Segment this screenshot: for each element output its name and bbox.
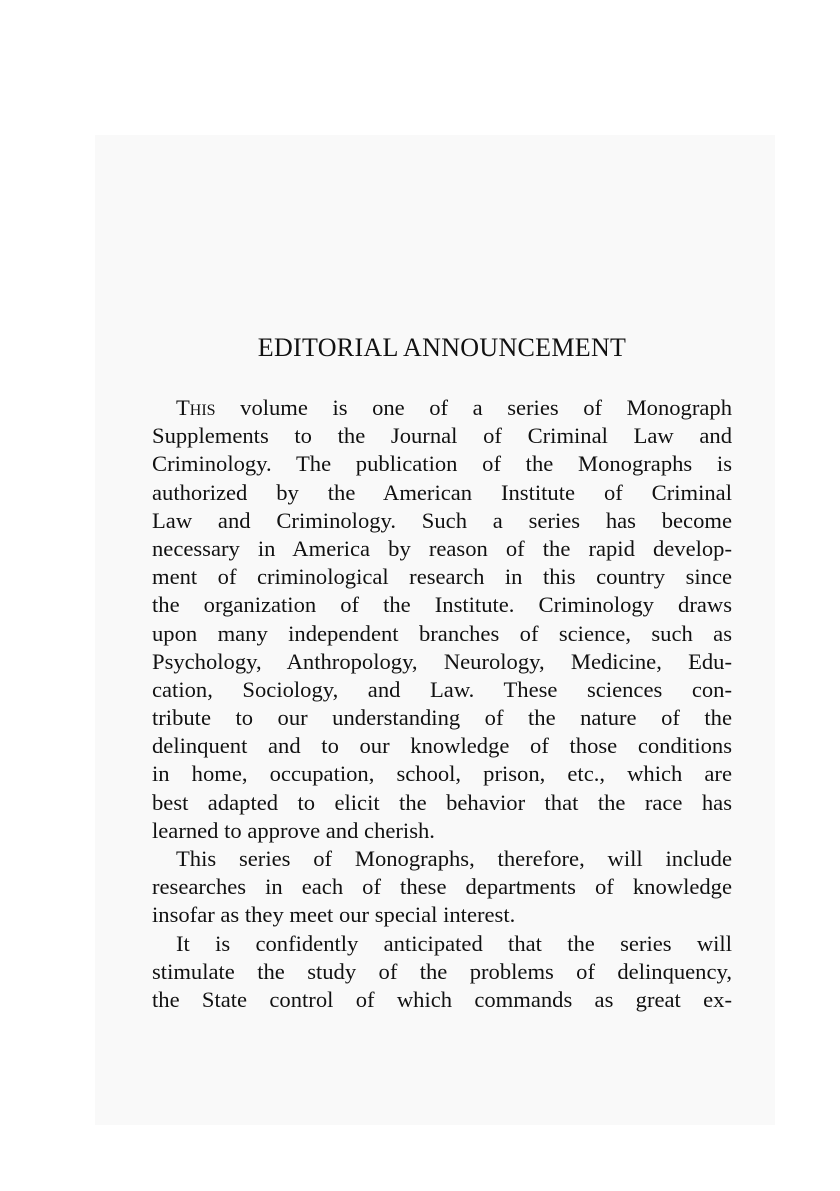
text-line: researches in each of these departments of knowledge [152,874,732,900]
text-line: learned to approve and cherish. [152,817,435,843]
text-line: Criminology. The publication of the Monographs is [152,451,732,477]
text-line: Law and Criminology. Such a series has become [152,507,732,533]
text-line: insofar as they meet our special interest. [152,902,516,928]
text-line: authorized by the American Institute of Criminal [152,479,732,505]
text-line: delinquent and to our knowledge of those conditions [152,733,732,759]
text-line: the organization of the Institute. Criminology draws [152,592,732,618]
text-line: necessary in America by reason of the rapid develop- [152,535,732,561]
text-line: best adapted to elicit the behavior that the race has [152,789,732,815]
text-line: It is confidently anticipated that the series will [176,930,732,956]
text-line: in home, occupation, school, prison, etc., which are [152,761,732,787]
announcement-body [152,394,732,1014]
text-line: tribute to our understanding of the nature of the [152,705,732,731]
text-line: upon many independent branches of science, such as [152,620,732,646]
text-line: Psychology, Anthropology, Neurology, Medicine, Edu- [152,648,732,674]
page-title: EDITORIAL ANNOUNCEMENT [257,333,627,362]
text-line: ment of criminological research in this country since [152,564,732,590]
text-line: This series of Monographs, therefore, will include [176,846,732,871]
text-line: cation, Sociology, and Law. These sciences con- [152,676,732,702]
drop-word: This [176,395,216,420]
text-line: This volume is one of a series of Monograph [176,395,732,420]
text-line: Supplements to the Journal of Criminal Law and [152,423,732,449]
text-line: the State control of which commands as great ex- [152,986,732,1012]
text-line: stimulate the study of the problems of delinquency, [152,958,732,984]
